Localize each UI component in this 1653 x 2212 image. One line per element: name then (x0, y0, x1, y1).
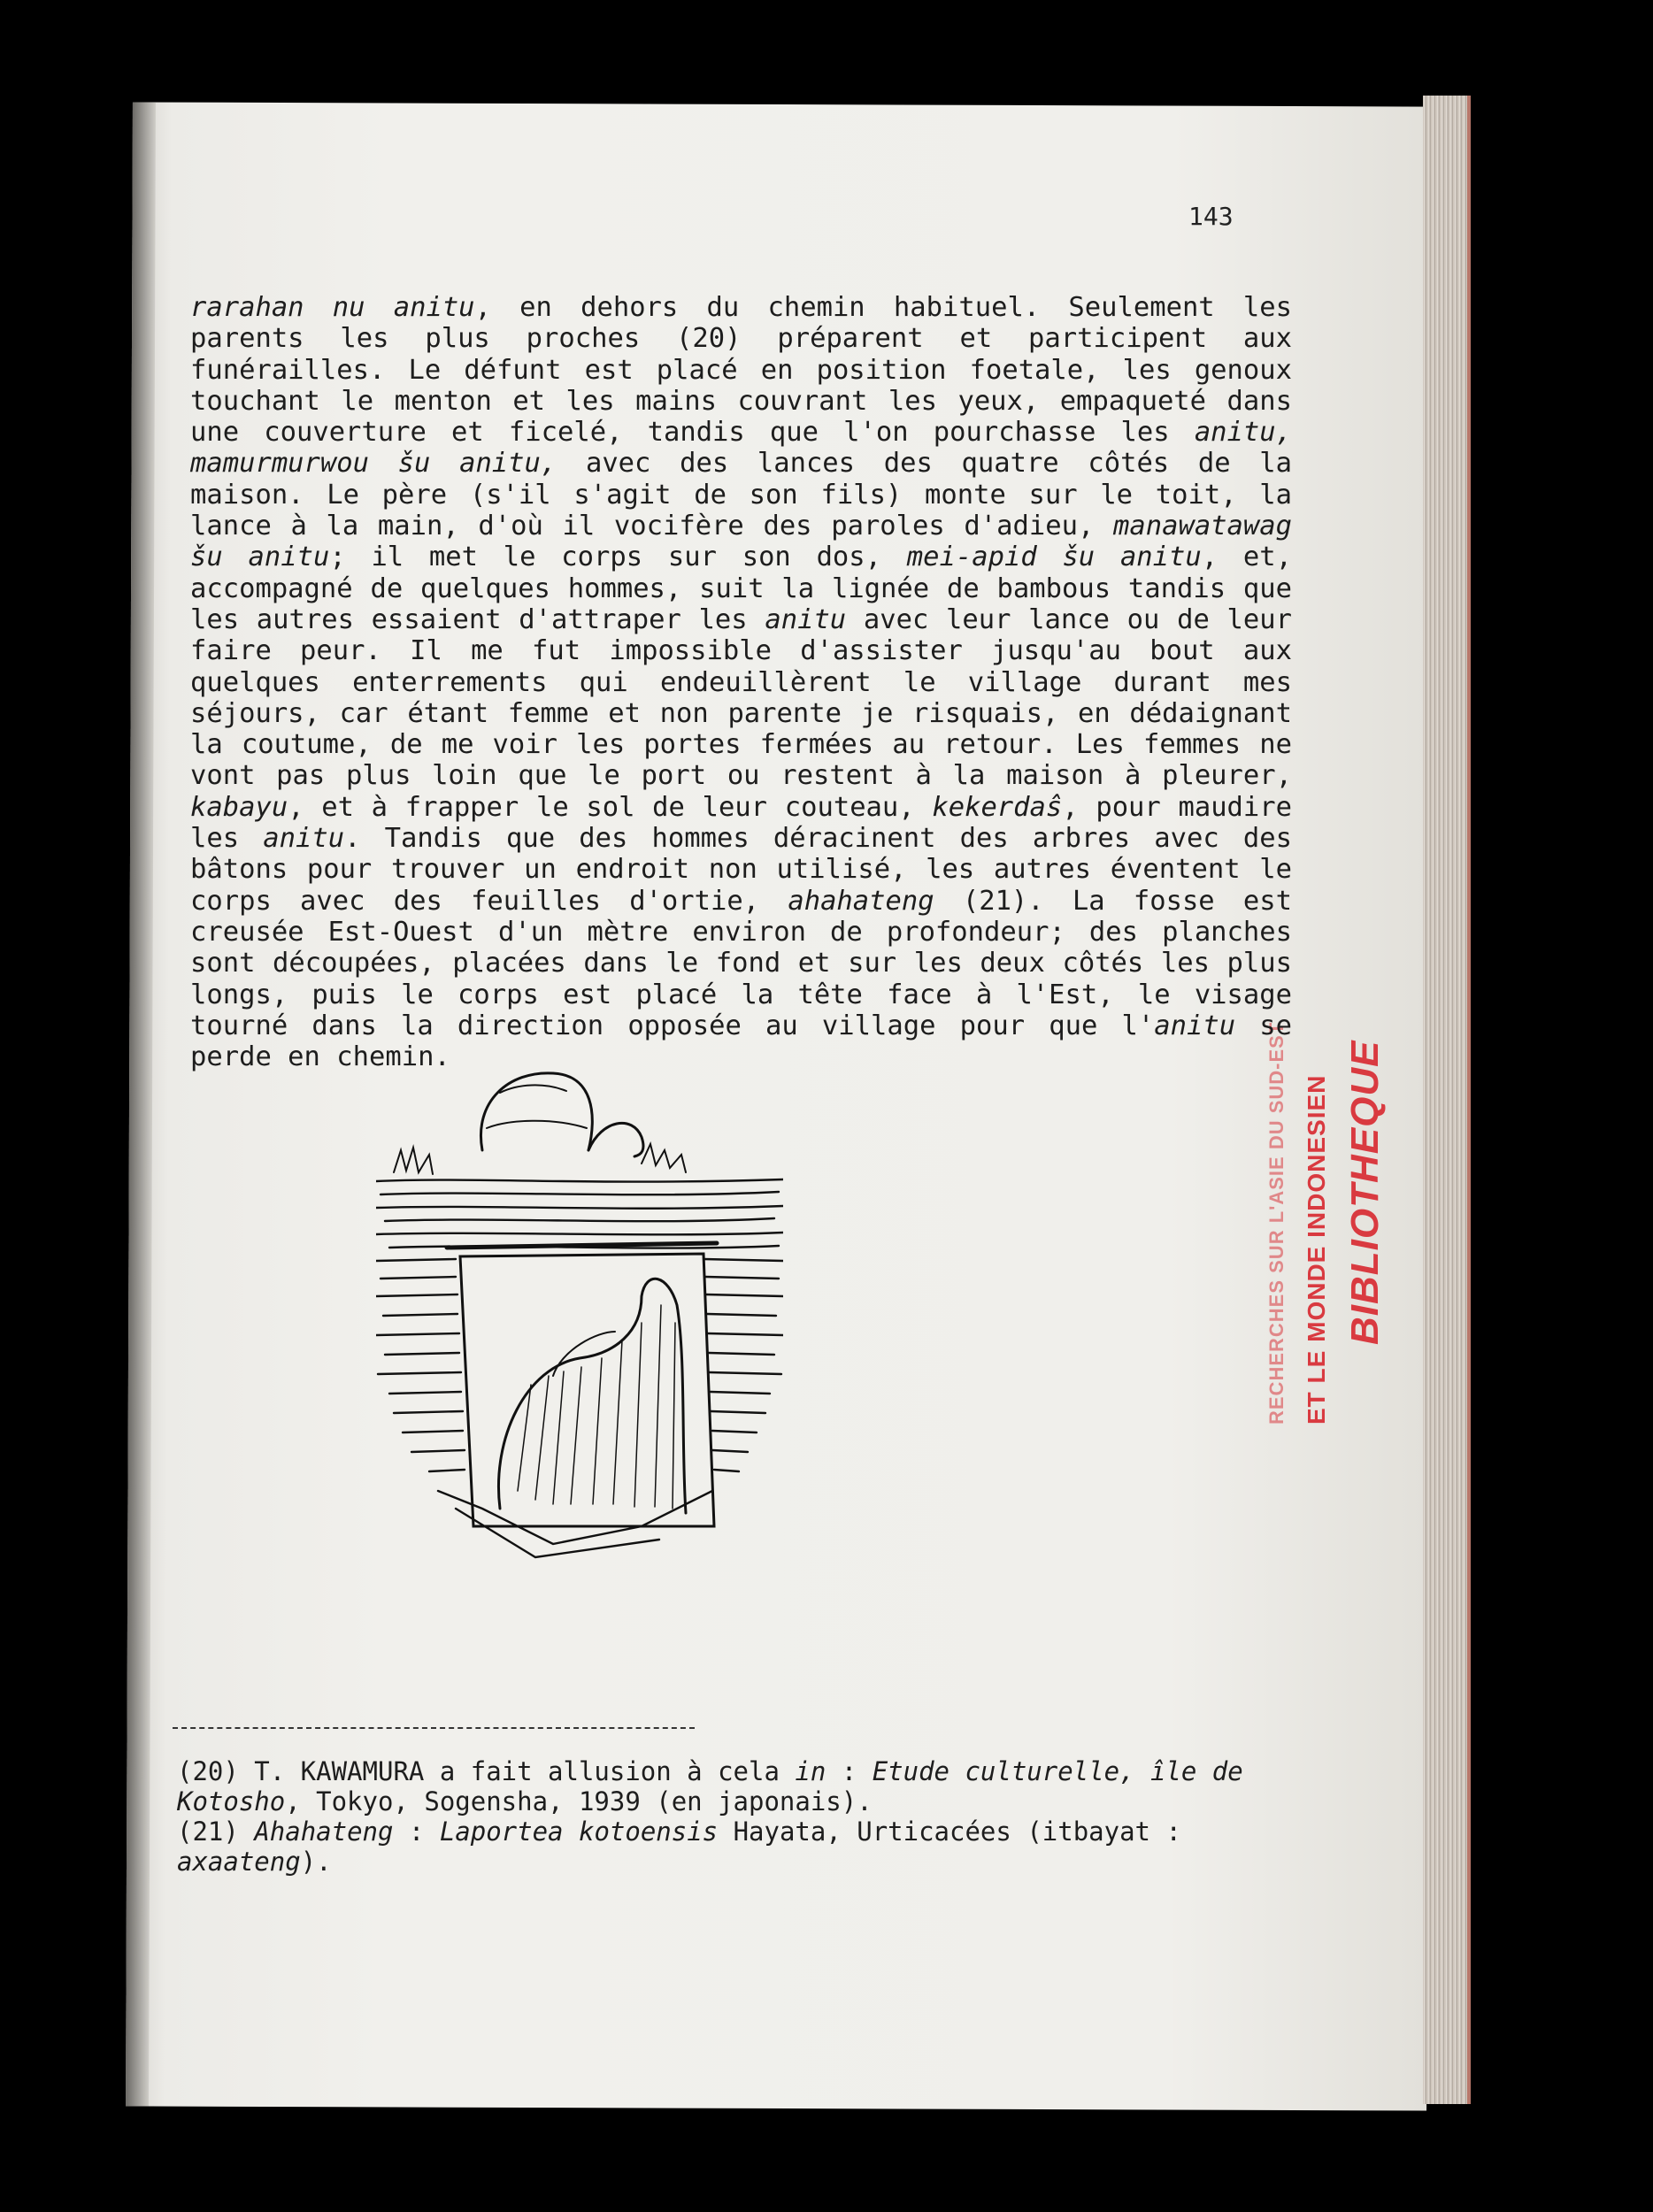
body-text-run: avec leur lance ou de leur faire peur. Il me fut impossible d'assister jusqu'au bout aux quelques enterrements qui endeuillèrent le village durant mes séjours, car étant femme et non parente je risquais, en dédaignant la coutume, de me voir les portes fermées au retour. Les femmes ne vont pas plus loin que le port ou restent à la maison à pleurer, (190, 603, 1292, 792)
footnote-marker: (20) (177, 1756, 239, 1786)
body-text-run: se perde en chemin. (190, 1010, 1292, 1073)
stamp-line-3: BIBLIOTHEQUE (1343, 1040, 1387, 1345)
body-text-run: ; il met le corps sur son dos, (329, 541, 907, 573)
footnote-text (239, 1816, 254, 1847)
body-paragraph (190, 292, 1292, 1072)
body-text-run: (21). La fosse est creusée Est-Ouest d'un mètre environ de profondeur; des planches sont découpées, placées dans le fond et sur les deux côtés les plus longs, puis le corps est placé la tête face à l'Est, le visage tourné dans la direction opposée au village pour que l' (190, 885, 1292, 1041)
italic-term: anitu, mamurmurwou šu anitu, (190, 417, 1292, 480)
footnote-text: in (795, 1756, 826, 1786)
burial-illustration (376, 1066, 783, 1571)
italic-term: anitu (765, 603, 847, 635)
body-text (190, 292, 1292, 1072)
italic-term: ahahateng (788, 885, 934, 917)
footnote-text: Hayata, Urticacées (itbayat : (718, 1816, 1181, 1847)
footnotes (177, 1756, 1292, 1877)
footnote-marker: (21) (177, 1816, 239, 1847)
footnote-text: T. KAWAMURA a fait allusion à cela (238, 1756, 796, 1786)
body-text-run: , pour maudire les (190, 791, 1293, 855)
italic-term: mei-apid šu anitu (906, 541, 1202, 573)
italic-term: kekerdaŝ (932, 791, 1063, 823)
footnote-text: : (826, 1756, 873, 1786)
grave-drawing (376, 1066, 783, 1571)
footnote-text: : (393, 1816, 440, 1847)
footnote-text: , Tokyo, Sogensha, 1939 (en japonais). (285, 1786, 873, 1816)
body-text-run: , en dehors du chemin habituel. Seulement les parents les plus proches (20) préparent et participent aux funérailles. Le défunt est placé en position foetale, les genoux touchant le menton et les mains couvrant les yeux, empaqueté dans une couverture et ficelé, tandis que l'on pourchasse les (190, 292, 1292, 449)
italic-term: manawatawag šu anitu (190, 511, 1292, 573)
italic-term: anitu (1154, 1010, 1236, 1041)
footnote-text: Etude culturelle, île de Kotosho (177, 1756, 1243, 1816)
body-text-run: avec des lances des quatre côtés de la maison. Le père (s'il s'agit de son fils) monte sur le toit, la lance à la main, d'où il vocifère des paroles d'adieu, (190, 448, 1292, 542)
italic-term: kabayu (190, 791, 288, 823)
stamp-line-2: ET LE MONDE INDONESIEN (1303, 1074, 1330, 1425)
footnote-text: Ahahateng (254, 1816, 394, 1847)
body-text-run: , et à frapper le sol de leur couteau, (288, 791, 933, 823)
footnote (177, 1816, 1292, 1877)
body-text-run: . Tandis que des hommes déracinent des arbres avec des bâtons pour trouver un endroit non utilisé, les autres éventent le corps avec des feuilles d'ortie, (190, 823, 1292, 917)
stamp-line-1: RECHERCHES SUR L'ASIE DU SUD-EST (1265, 1021, 1288, 1425)
page-edges (1423, 96, 1471, 2104)
italic-term: anitu (263, 823, 345, 855)
footnote-separator (173, 1727, 695, 1729)
footnote-text: axaateng (177, 1847, 301, 1877)
page-number: 143 (1188, 202, 1234, 231)
italic-term: rarahan nu anitu (190, 292, 475, 323)
footnote-text: Laportea kotoensis (439, 1816, 719, 1847)
footnote-text: ). (300, 1847, 332, 1877)
page-gutter-shadow (126, 102, 156, 2106)
footnote (177, 1756, 1292, 1816)
body-text-run: , et, accompagné de quelques hommes, suit la lignée de bambous tandis que les autres essaient d'attraper les (190, 541, 1292, 635)
